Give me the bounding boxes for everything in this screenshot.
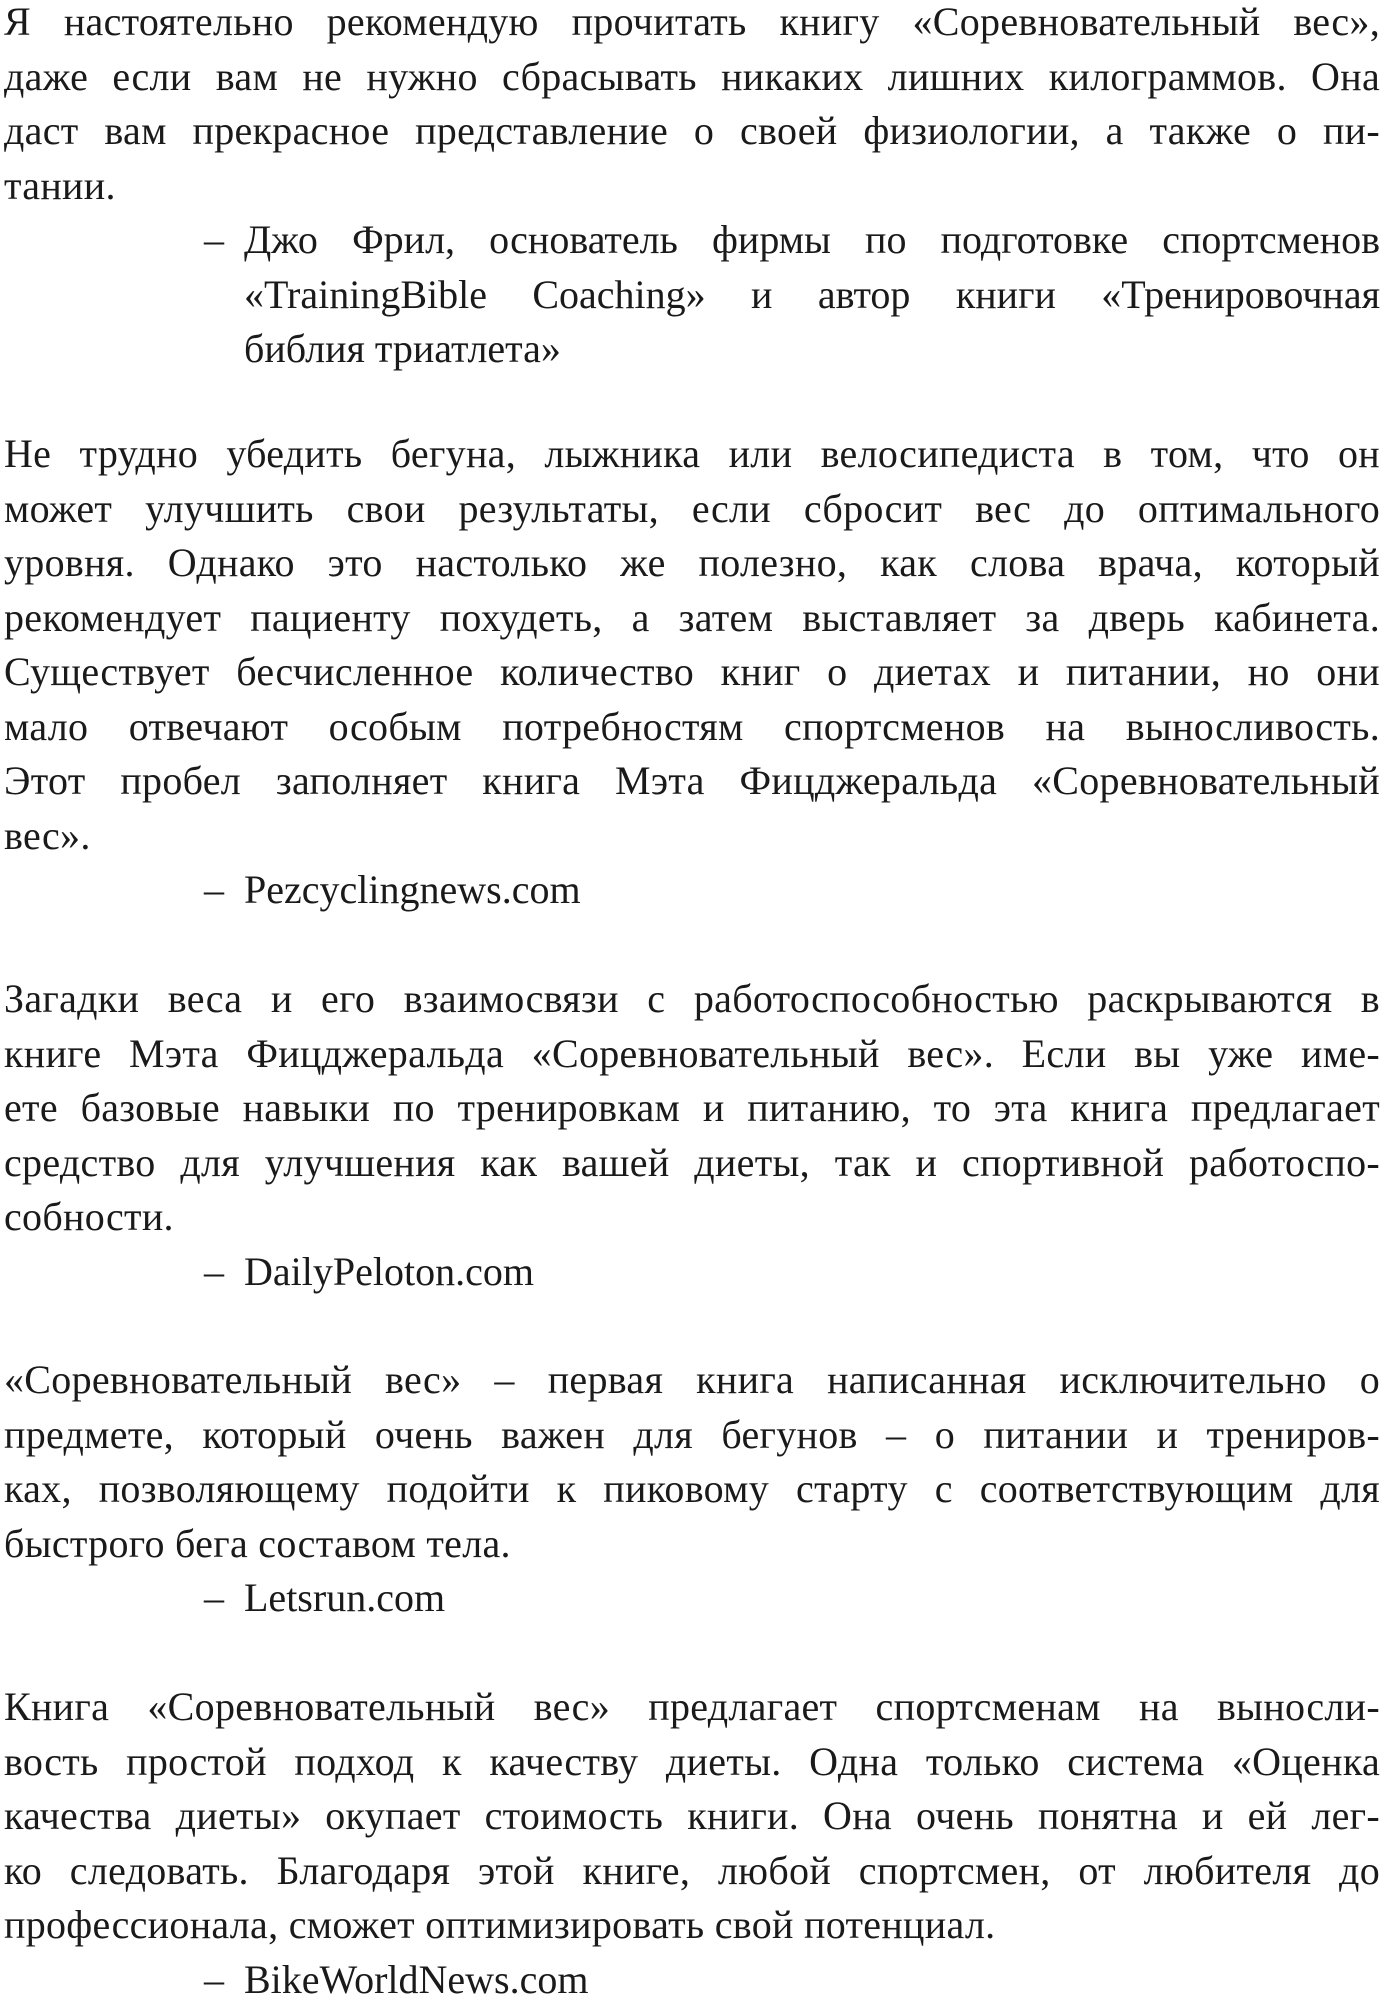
- quote-attribution: [4, 1571, 1380, 1626]
- quote-line: ках, позволяющему подойти к пиковому старту с соответствующим для: [4, 1462, 1380, 1517]
- attribution-line: Letsrun.com: [244, 1571, 1380, 1626]
- quote-line: даже если вам не нужно сбрасывать никаких лишних килограммов. Она: [4, 50, 1380, 105]
- quote-line: даст вам прекрасное представление о своей физиологии, а также о пи-: [4, 104, 1380, 159]
- quote-line: книге Мэта Фицджеральда «Соревновательный вес». Если вы уже име-: [4, 1027, 1380, 1082]
- quote-line: Загадки веса и его взаимосвязи с работоспособностью раскрываются в: [4, 972, 1380, 1027]
- quote-attribution: [4, 213, 1380, 268]
- review-quote: [4, 1680, 1380, 2007]
- quote-line: Этот пробел заполняет книга Мэта Фицджеральда «Соревновательный: [4, 754, 1380, 809]
- quote-attribution: [4, 268, 1380, 323]
- quote-line: уровня. Однако это настолько же полезно, как слова врача, который: [4, 536, 1380, 591]
- quote-line: рекомендует пациенту похудеть, а затем выставляет за дверь кабинета.: [4, 591, 1380, 646]
- quote-line: Не трудно убедить бегуна, лыжника или велосипедиста в том, что он: [4, 427, 1380, 482]
- quote-line: может улучшить свои результаты, если сбросит вес до оптимального: [4, 482, 1380, 537]
- quote-line: ко следовать. Благодаря этой книге, любой спортсмен, от любителя до: [4, 1844, 1380, 1899]
- attribution-line: BikeWorldNews.com: [244, 1953, 1380, 2007]
- quote-line: профессионала, сможет оптимизировать свой потенциал.: [4, 1898, 1380, 1953]
- quote-line: Существует бесчисленное количество книг о диетах и питании, но они: [4, 645, 1380, 700]
- review-quote: [4, 972, 1380, 1299]
- quote-line: мало отвечают особым потребностям спортсменов на выносливость.: [4, 700, 1380, 755]
- attribution-dash: –: [204, 1571, 224, 1626]
- quote-line: средство для улучшения как вашей диеты, так и спортивной работоспо-: [4, 1136, 1380, 1191]
- attribution-dash: –: [204, 1953, 224, 2007]
- review-quote: [4, 427, 1380, 918]
- quote-line: быстрого бега составом тела.: [4, 1517, 1380, 1572]
- quote-line: вость простой подход к качеству диеты. Одна только система «Оценка: [4, 1735, 1380, 1790]
- quote-line: вес».: [4, 809, 1380, 864]
- quote-attribution: [4, 863, 1380, 918]
- review-quote: [4, 1353, 1380, 1626]
- attribution-line: DailyPeloton.com: [244, 1245, 1380, 1300]
- quote-line: предмете, который очень важен для бегунов – о питании и трениров-: [4, 1408, 1380, 1463]
- quote-line: ете базовые навыки по тренировкам и питанию, то эта книга предлагает: [4, 1081, 1380, 1136]
- attribution-line: Джо Фрил, основатель фирмы по подготовке спортсменов: [244, 213, 1380, 268]
- quote-line: «Соревновательный вес» – первая книга написанная исключительно о: [4, 1353, 1380, 1408]
- quote-attribution: [4, 1953, 1380, 2007]
- attribution-line: библия триатлета»: [244, 322, 1380, 377]
- quote-line: качества диеты» окупает стоимость книги. Она очень понятна и ей лег-: [4, 1789, 1380, 1844]
- attribution-line: Pezcyclingnews.com: [244, 863, 1380, 918]
- attribution-dash: –: [204, 213, 224, 268]
- quote-line: Книга «Соревновательный вес» предлагает спортсменам на выносли-: [4, 1680, 1380, 1735]
- review-quote: [4, 0, 1380, 377]
- attribution-line: «TrainingBible Coaching» и автор книги «Тренировочная: [244, 268, 1380, 323]
- quote-line: собности.: [4, 1190, 1380, 1245]
- attribution-dash: –: [204, 863, 224, 918]
- quote-line: тании.: [4, 159, 1380, 214]
- quote-attribution: [4, 322, 1380, 377]
- quote-line: Я настоятельно рекомендую прочитать книгу «Соревновательный вес»,: [4, 0, 1380, 50]
- quote-attribution: [4, 1245, 1380, 1300]
- attribution-dash: –: [204, 1245, 224, 1300]
